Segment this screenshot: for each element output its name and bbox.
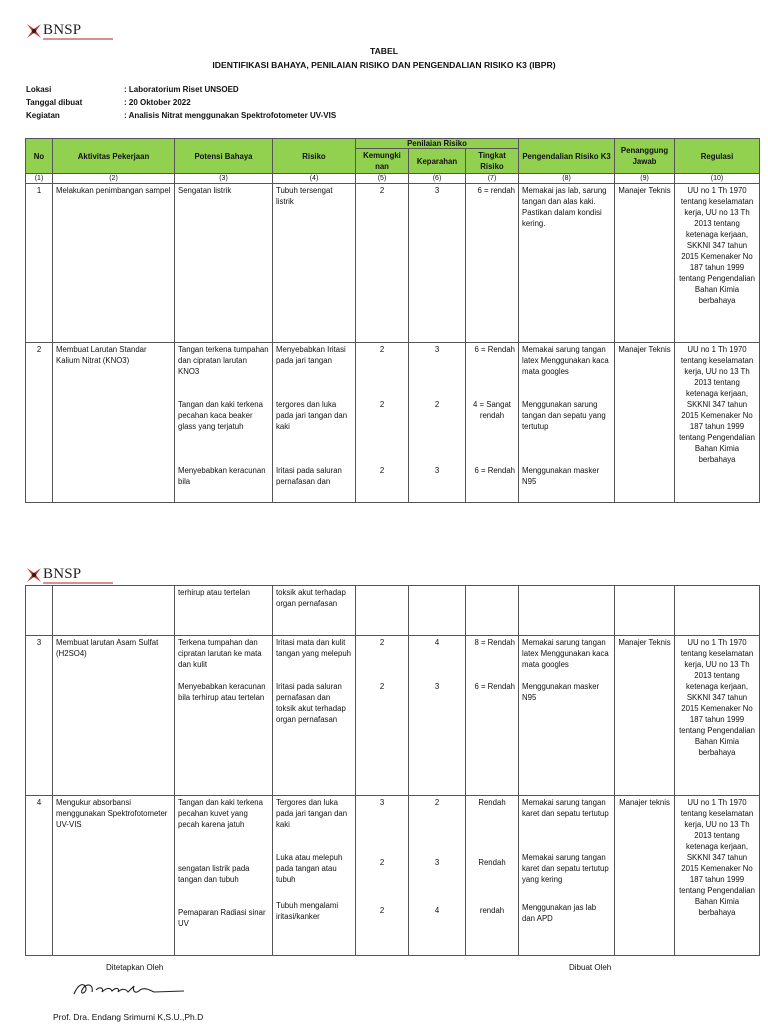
row-regulasi: UU no 1 Th 1970 tentang keselamatan kerja, UU no 13 Th 2013 tentang ketenaga kerjaan, SKKNI 347 tahun 2015 Kemenaker No 187 tahun 1999 tentang Pengendalian Bahan Kimia berbahaya xyxy=(675,184,760,343)
tingkat-c: rendah xyxy=(479,906,505,915)
row-pengendalian xyxy=(519,636,615,796)
dibuat-label: Dibuat Oleh xyxy=(569,963,612,972)
signer-name: Prof. Dra. Endang Srimurni K,S.U.,Ph.D xyxy=(53,1012,204,1022)
potensi-b: Menyebabkan keracunan bila terhirup atau tertelan xyxy=(178,682,266,702)
meta-value: : Analisis Nitrat menggunakan Spektrofotometer UV-VIS xyxy=(124,111,337,120)
header-aktivitas: Aktivitas Pekerjaan xyxy=(53,139,175,174)
header-risiko: Risiko xyxy=(273,139,356,174)
row-penanggung: Manajer Teknis xyxy=(615,343,675,503)
row-potensi xyxy=(175,343,273,503)
potensi-a: Tangan dan kaki terkena pecahan kuvet yang pecah karena jatuh xyxy=(178,798,263,829)
row-keparahan xyxy=(409,343,466,503)
meta-label: Lokasi xyxy=(26,85,52,94)
kep-b: 2 xyxy=(434,400,440,409)
meta-row xyxy=(26,85,336,98)
row-penanggung xyxy=(615,586,675,636)
row-pengendalian xyxy=(519,343,615,503)
pengendalian-a: Memakai sarung tangan karet dan sepatu tertutup xyxy=(522,798,609,818)
kem-a: 2 xyxy=(379,638,385,647)
column-number: (3) xyxy=(175,174,273,184)
risiko-a: Tergores dan luka pada jari tangan dan kaki xyxy=(276,798,348,829)
column-number: (1) xyxy=(26,174,53,184)
row-risiko xyxy=(273,636,356,796)
row-tingkat xyxy=(466,343,519,503)
row-aktivitas: Membuat Larutan Standar Kalium Nitrat (KNO3) xyxy=(53,343,175,503)
row-regulasi: UU no 1 Th 1970 tentang keselamatan kerja, UU no 13 Th 2013 tentang ketenaga kerjaan, SKKNI 347 tahun 2015 Kemenaker No 187 tahun 1999 tentang Pengendalian Bahan Kimia berbahaya xyxy=(675,636,760,796)
column-number: (6) xyxy=(409,174,466,184)
row-regulasi: UU no 1 Th 1970 tentang keselamatan kerja, UU no 13 Th 2013 tentang ketenaga kerjaan, SKKNI 347 tahun 2015 Kemenaker No 187 tahun 1999 tentang Pengendalian Bahan Kimia berbahaya xyxy=(675,796,760,956)
row-potensi: terhirup atau tertelan xyxy=(175,586,273,636)
column-number: (4) xyxy=(273,174,356,184)
pengendalian-b: Menggunakan masker N95 xyxy=(522,682,600,702)
row-keparahan: 3 xyxy=(409,184,466,343)
meta-row xyxy=(26,111,336,124)
kem-b: 2 xyxy=(379,400,385,409)
tingkat-a: 8 = Rendah xyxy=(474,638,515,647)
tingkat-a: 6 = Rendah xyxy=(474,345,516,354)
meta-value: : 20 Oktober 2022 xyxy=(124,98,191,107)
header-keparahan: Keparahan xyxy=(409,149,466,174)
row-aktivitas xyxy=(53,586,175,636)
row-keparahan xyxy=(409,636,466,796)
pengendalian-c: Menggunakan masker N95 xyxy=(522,466,600,486)
pengendalian-a: Memakai sarung tangan latex Menggunakan kaca mata googles xyxy=(522,638,609,669)
row-no: 2 xyxy=(26,343,53,503)
pengendalian-b: Memakai sarung tangan karet dan sepatu tertutup yang kering xyxy=(522,853,609,884)
row-risiko: toksik akut terhadap organ pernafasan xyxy=(273,586,356,636)
row-penanggung: Manajer Teknis xyxy=(615,636,675,796)
ditetapkan-label: Ditetapkan Oleh xyxy=(106,963,164,972)
risiko-b: Iritasi pada saluran pernafasan dan toksik akut terhadap organ pernafasan xyxy=(276,682,346,724)
row-kemungkinan xyxy=(356,343,409,503)
bnsp-logo xyxy=(27,567,81,582)
row-kemungkinan: 2 xyxy=(356,184,409,343)
kep-a: 2 xyxy=(434,798,440,807)
kem-a: 3 xyxy=(379,798,385,807)
row-no xyxy=(26,586,53,636)
kem-b: 2 xyxy=(379,858,385,867)
kep-a: 4 xyxy=(434,638,440,647)
row-tingkat: 6 = rendah xyxy=(466,184,519,343)
kem-a: 2 xyxy=(379,345,385,354)
column-number: (8) xyxy=(519,174,615,184)
header-penilaian: Penilaian Risiko xyxy=(356,139,519,149)
row-kemungkinan xyxy=(356,796,409,956)
row-tingkat xyxy=(466,796,519,956)
table-row-continued xyxy=(26,586,760,636)
kem-c: 2 xyxy=(379,906,385,915)
header-regulasi: Regulasi xyxy=(675,139,760,174)
bnsp-logo xyxy=(27,23,81,38)
bnsp-emblem-icon xyxy=(27,24,41,38)
header-tingkat: Tingkat Risiko xyxy=(466,149,519,174)
brand-tagline xyxy=(43,38,113,40)
row-no: 1 xyxy=(26,184,53,343)
table-row xyxy=(26,796,760,956)
ibpr-table-page-1 xyxy=(25,138,760,503)
header-no: No xyxy=(26,139,53,174)
header-kemungkinan: Kemungki nan xyxy=(356,149,409,174)
risiko-c: Iritasi pada saluran pernafasan dan xyxy=(276,466,342,486)
row-risiko: Tubuh tersengat listrik xyxy=(273,184,356,343)
pengendalian-b: Menggunakan sarung tangan dan sepatu yang tertutup xyxy=(522,400,606,431)
brand-tagline xyxy=(43,582,113,584)
risiko-b: tergores dan luka pada jari tangan dan kaki xyxy=(276,400,348,431)
signature-image xyxy=(70,978,190,1007)
ibpr-table-page-2 xyxy=(25,585,760,956)
pengendalian-a: Memakai sarung tangan latex Menggunakan kaca mata googles xyxy=(522,345,609,376)
row-tingkat xyxy=(466,586,519,636)
meta-label: Kegiatan xyxy=(26,111,60,120)
risiko-c: Tubuh mengalami iritasi/kanker xyxy=(276,901,339,921)
row-pengendalian xyxy=(519,796,615,956)
meta-row xyxy=(26,98,336,111)
kep-a: 3 xyxy=(434,345,440,354)
row-no: 4 xyxy=(26,796,53,956)
tingkat-c: 6 = Rendah xyxy=(474,466,516,475)
row-risiko xyxy=(273,343,356,503)
table-row xyxy=(26,184,760,343)
kep-b: 3 xyxy=(434,682,440,691)
potensi-a: Terkena tumpahan dan cipratan larutan ke mata dan kulit xyxy=(178,638,262,669)
row-keparahan xyxy=(409,796,466,956)
row-regulasi xyxy=(675,586,760,636)
row-kemungkinan xyxy=(356,636,409,796)
potensi-b: sengatan listrik pada tangan dan tubuh xyxy=(178,864,250,884)
kem-b: 2 xyxy=(379,682,385,691)
column-number-row xyxy=(26,174,760,184)
row-penanggung: Manajer teknis xyxy=(615,796,675,956)
risiko-a: Menyebabkan Iritasi pada jari tangan xyxy=(276,345,346,365)
row-potensi: Sengatan listrik xyxy=(175,184,273,343)
table-row xyxy=(26,636,760,796)
row-pengendalian xyxy=(519,586,615,636)
bnsp-emblem-icon xyxy=(27,568,41,582)
column-number: (5) xyxy=(356,174,409,184)
risiko-b: Luka atau melepuh pada tangan atau tubuh xyxy=(276,853,343,884)
header-potensi: Potensi Bahaya xyxy=(175,139,273,174)
column-number: (7) xyxy=(466,174,519,184)
meta-block xyxy=(26,85,336,124)
kep-c: 4 xyxy=(434,906,440,915)
tingkat-b: Rendah xyxy=(478,858,506,867)
risiko-a: Iritasi mata dan kulit tangan yang melepuh xyxy=(276,638,351,658)
tingkat-a: Rendah xyxy=(478,798,506,807)
header-penanggung: Penanggung Jawab xyxy=(615,139,675,174)
row-penanggung: Manajer Teknis xyxy=(615,184,675,343)
doc-title-2: IDENTIFIKASI BAHAYA, PENILAIAN RISIKO DAN PENGENDALIAN RISIKO K3 (IBPR) xyxy=(212,60,556,70)
row-potensi xyxy=(175,636,273,796)
table-row xyxy=(26,343,760,503)
potensi-b: Tangan dan kaki terkena pecahan kaca beaker glass yang terjatuh xyxy=(178,400,263,431)
row-kemungkinan xyxy=(356,586,409,636)
column-number: (10) xyxy=(675,174,760,184)
row-keparahan xyxy=(409,586,466,636)
potensi-a: Tangan terkena tumpahan dan cipratan larutan KNO3 xyxy=(178,345,269,376)
tingkat-b: 4 = Sangat rendah xyxy=(473,400,511,420)
row-regulasi: UU no 1 Th 1970 tentang keselamatan kerja, UU no 13 Th 2013 tentang ketenaga kerjaan, SKKNI 347 tahun 2015 Kemenaker No 187 tahun 1999 tentang Pengendalian Bahan Kimia berbahaya xyxy=(675,343,760,503)
kep-c: 3 xyxy=(434,466,440,475)
brand-name: BNSP xyxy=(43,566,82,582)
row-aktivitas: Mengukur absorbansi menggunakan Spektrofotometer UV-VIS xyxy=(53,796,175,956)
row-no: 3 xyxy=(26,636,53,796)
header-pengendalian: Pengendalian Risiko K3 xyxy=(519,139,615,174)
row-risiko xyxy=(273,796,356,956)
row-aktivitas: Membuat larutan Asam Sulfat (H2SO4) xyxy=(53,636,175,796)
row-tingkat xyxy=(466,636,519,796)
tingkat-b: 6 = Rendah xyxy=(474,682,515,691)
potensi-c: Menyebabkan keracunan bila xyxy=(178,466,266,486)
doc-title-1: TABEL xyxy=(369,46,398,56)
potensi-c: Pemaparan Radiasi sinar UV xyxy=(178,908,266,928)
brand-name: BNSP xyxy=(43,22,82,38)
row-pengendalian: Memakai jas lab, sarung tangan dan alas kaki. Pastikan dalam kondisi kering. xyxy=(519,184,615,343)
pengendalian-c: Menggunakan jas lab dan APD xyxy=(522,903,597,923)
row-potensi xyxy=(175,796,273,956)
column-number: (2) xyxy=(53,174,175,184)
kem-c: 2 xyxy=(379,466,385,475)
kep-b: 3 xyxy=(434,858,440,867)
meta-label: Tanggal dibuat xyxy=(26,98,83,107)
column-number: (9) xyxy=(615,174,675,184)
row-aktivitas: Melakukan penimbangan sampel xyxy=(53,184,175,343)
meta-value: : Laboratorium Riset UNSOED xyxy=(124,85,239,94)
